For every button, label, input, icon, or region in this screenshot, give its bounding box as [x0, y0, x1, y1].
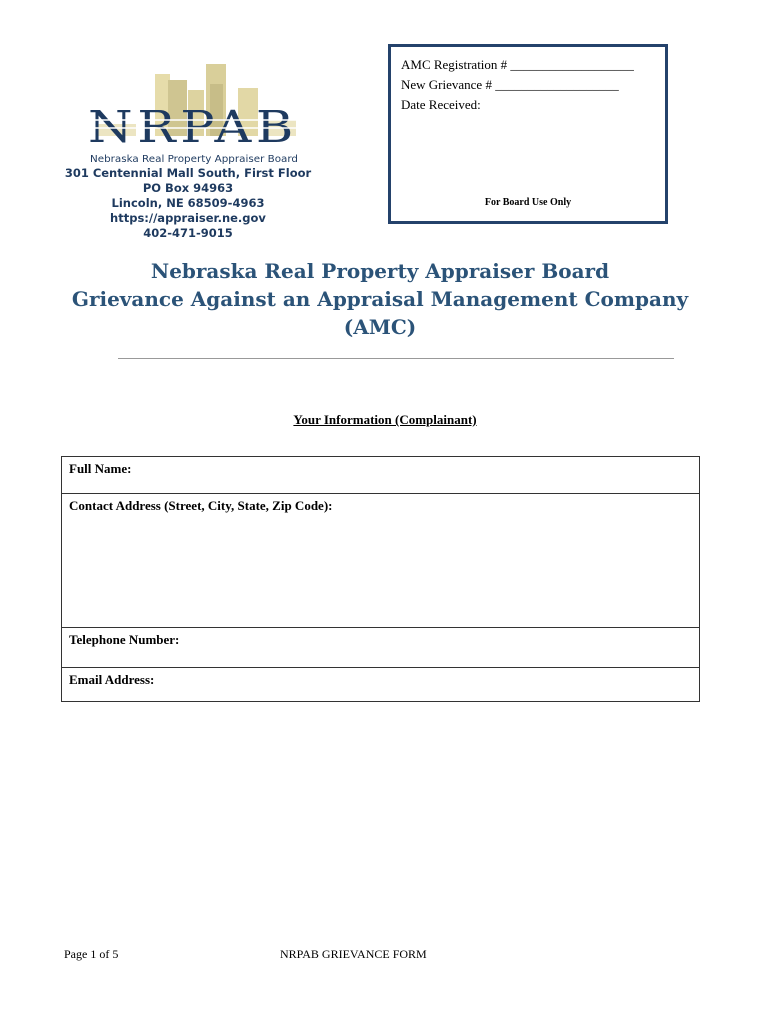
full-name-field[interactable]	[62, 457, 699, 493]
contact-address-label: Contact Address (Street, City, State, Zip Code):	[69, 498, 333, 513]
contact-address-field[interactable]	[62, 493, 699, 627]
address-line-po-box: PO Box 94963	[142, 181, 234, 195]
nrpab-logo-graphic	[88, 58, 308, 170]
full-name-label: Full Name:	[69, 461, 132, 476]
page-number: Page 1 of 5	[64, 947, 119, 961]
address-line-phone: 402-471-9015	[143, 226, 233, 240]
board-use-box	[388, 44, 668, 224]
board-address	[58, 166, 318, 241]
board-use-note: For Board Use Only	[484, 197, 572, 208]
address-line-street: 301 Centennial Mall South, First Floor	[64, 166, 312, 180]
nrpab-logo	[88, 58, 308, 170]
form-title	[60, 257, 700, 341]
address-line-city: Lincoln, NE 68509-4963	[111, 196, 265, 210]
logo-subtitle: Nebraska Real Property Appraiser Board	[90, 154, 298, 165]
logo-acronym: NRPAB	[88, 102, 298, 153]
amc-registration-label: AMC Registration # ___________________	[401, 57, 634, 72]
form-name-footer: NRPAB GRIEVANCE FORM	[280, 947, 427, 961]
title-line-2: Grievance Against an Appraisal Management Company	[71, 287, 689, 311]
address-line-website: https://appraiser.ne.gov	[110, 211, 266, 225]
telephone-label: Telephone Number:	[69, 632, 180, 647]
email-label: Email Address:	[69, 672, 155, 687]
new-grievance-label: New Grievance # ___________________	[401, 77, 619, 92]
title-line-1: Nebraska Real Property Appraiser Board	[150, 259, 610, 283]
complainant-info-table	[61, 456, 700, 702]
title-divider	[118, 358, 674, 359]
date-received-label: Date Received:	[401, 97, 481, 112]
title-line-3: (AMC)	[343, 315, 417, 339]
email-field[interactable]	[62, 667, 699, 701]
telephone-field[interactable]	[62, 627, 699, 667]
section-heading: Your Information (Complainant)	[293, 412, 477, 427]
